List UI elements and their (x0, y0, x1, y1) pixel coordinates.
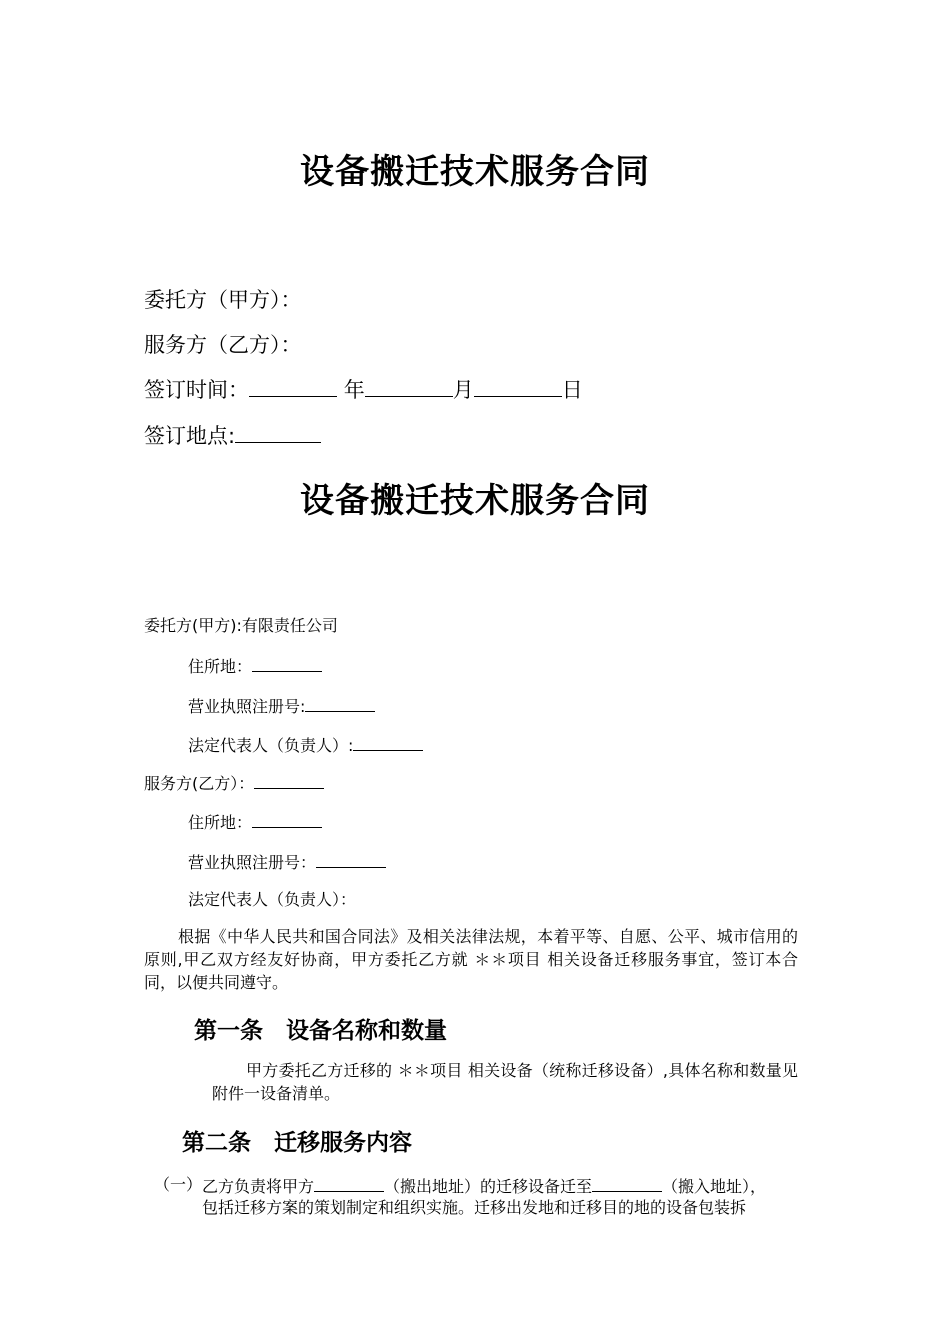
sign-year-blank (249, 377, 337, 397)
cover-title: 设备搬迁技术服务合同 (300, 152, 650, 192)
provider-line-label: 服务方(乙方）： (144, 774, 255, 793)
sign-day-label: 日 (561, 378, 583, 402)
item1-marker: （一） (154, 1175, 203, 1194)
item1-from-blank (314, 1172, 384, 1192)
sign-place-blank (235, 423, 321, 443)
item1-line2: 包括迁移方案的策划制定和组织实施。迁移出发地和迁移目的地的设备包装拆 (202, 1198, 747, 1217)
provider-address-blank (252, 808, 322, 828)
provider-address (188, 808, 322, 833)
item1-part1: 乙方负责将甲方 (202, 1177, 315, 1196)
sign-month-blank (365, 377, 453, 397)
provider-address-label: 住所地： (188, 813, 253, 832)
provider-line (144, 769, 324, 794)
cover-provider-label: 服务方（乙方）： (144, 333, 302, 357)
cover-sign-place (144, 420, 321, 450)
client-line: 委托方(甲方):有限责任公司 (144, 616, 338, 635)
article1-heading: 第一条 设备名称和数量 (194, 1018, 447, 1044)
client-license (188, 692, 375, 717)
provider-license (188, 848, 386, 873)
cover-sign-date (144, 374, 583, 404)
provider-blank (254, 769, 324, 789)
sign-month-label: 月 (452, 378, 474, 402)
client-address (188, 652, 322, 677)
client-rep (188, 731, 423, 756)
client-rep-blank (353, 731, 423, 751)
client-rep-label: 法定代表人（负责人）: (188, 736, 354, 755)
cover-client-label: 委托方（甲方）： (144, 288, 302, 312)
provider-rep: 法定代表人（负责人）： (188, 890, 357, 909)
item1-part3: （搬入地址）， (662, 1177, 767, 1196)
item1-to-blank (592, 1172, 662, 1192)
sign-year-label: 年 (343, 378, 365, 402)
contract-title: 设备搬迁技术服务合同 (300, 481, 650, 521)
provider-license-label: 营业执照注册号： (188, 853, 317, 872)
client-address-blank (252, 652, 322, 672)
provider-license-blank (316, 848, 386, 868)
item1-part2: （搬出地址）的迁移设备迁至 (384, 1177, 593, 1196)
sign-date-label: 签订时间： (144, 378, 249, 402)
sign-place-label: 签订地点: (144, 424, 236, 448)
article1-text: 甲方委托乙方迁移的 ＊＊项目 相关设备（统称迁移设备）,具体名称和数量见附件一设备清单。 (212, 1061, 798, 1103)
preamble-paragraph: 根据《中华人民共和国合同法》及相关法律法规，本着平等、自愿、公平、城市信用的原则,甲乙双方经友好协商，甲方委托乙方就 ＊＊项目 相关设备迁移服务事宜，签订本合同，以便共同遵守。 (144, 927, 798, 992)
client-license-blank (305, 692, 375, 712)
article2-heading: 第二条 迁移服务内容 (182, 1130, 412, 1156)
item1-line1 (202, 1172, 766, 1197)
client-address-label: 住所地： (188, 657, 253, 676)
sign-day-blank (474, 377, 562, 397)
client-license-label: 营业执照注册号: (188, 697, 306, 716)
